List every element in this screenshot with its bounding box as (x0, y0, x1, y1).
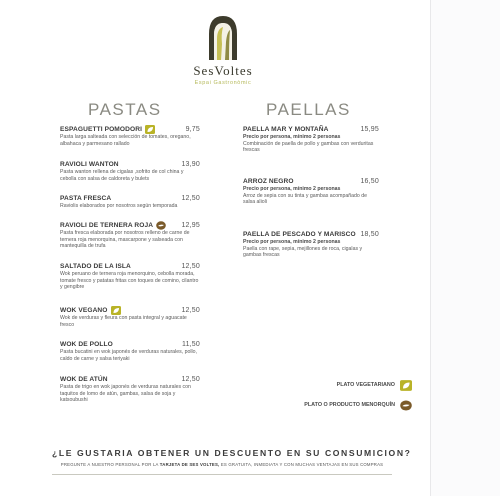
item-description: Paella con rape, sepia, mejillones de roca, cigalas y gambas frescas (243, 245, 363, 259)
promo-subtitle (52, 462, 392, 467)
pastas-heading: PASTAS (88, 100, 162, 119)
item-description: Wok peruano de ternera roja menorquino, cebolla morada, tomate fresco y patatas fritas con toques de comino, cilantro y gengibre (60, 271, 199, 291)
promo-sub-bold: TARJETA DE SES VOLTES, (159, 462, 220, 467)
vegetarian-leaf-icon (145, 125, 155, 134)
item-description: Pasta de trigo en wok japonés de verduras naturales con taquitos de lomo de atún, gambas, salsa de soja y katsoubushi (60, 384, 191, 404)
item-name: RAVIOLI WANTON (60, 160, 119, 168)
item-price: 11,50 (182, 340, 200, 348)
item-name: SALTADO DE LA ISLA (60, 262, 131, 270)
legend (304, 378, 412, 412)
item-price: 12,50 (181, 375, 200, 383)
menu-item (60, 193, 200, 210)
menu-item (60, 159, 200, 182)
item-description: Pasta larga salteada con selección de tomates, oregano, albahaca y parmesano rallado (60, 134, 191, 147)
item-description: Pasta wanton rellena de cigalas ,sofrito de col china y cebolla con salsa de caldoreta y bulets (60, 169, 184, 182)
item-price: 12,50 (181, 262, 200, 270)
legend-vegetarian (304, 378, 412, 392)
menorquin-island-icon (156, 221, 166, 230)
menu-item (60, 261, 200, 291)
item-description: Pasta bucatini en wok japonés de verduras naturales, pollo, caldo de carne y salsa teriyaki (60, 349, 197, 362)
promo-title: ¿LE GUSTARIA OBTENER UN DESCUENTO EN SU CONSUMICION? (52, 448, 412, 458)
item-price: 13,90 (181, 160, 200, 168)
brand-tagline: Espai Gastronòmic (194, 80, 252, 86)
logo (163, 14, 283, 86)
item-name: ESPAGUETTI POMODORI (60, 125, 143, 133)
item-price: 12,50 (181, 306, 200, 314)
menu-item (60, 339, 200, 362)
promo-sub-prefix: PREGUNTE A NUESTRO PERSONAL POR LA (60, 462, 159, 467)
menu-item (60, 124, 200, 147)
item-name: WOK VEGANO (60, 306, 108, 314)
menu-item (243, 229, 379, 259)
item-price: 15,95 (360, 125, 379, 133)
item-name: WOK DE ATÚN (60, 375, 108, 383)
item-description: Pasta fresca elaborada por nosotros relleno de carne de ternera roja menorquina, mascarpone y salseada con mantequilla de trufa (60, 230, 190, 250)
item-note: Precio por persona, mínimo 2 personas (243, 186, 341, 192)
item-price: 9,75 (185, 125, 200, 133)
item-name: PASTA FRESCA (60, 194, 112, 202)
item-description: Arroz de sepia con su tinta y gambas acompañado de salsa alioli (243, 192, 367, 206)
item-name: PAELLA MAR Y MONTAÑA (243, 125, 329, 133)
arch-logo-icon (203, 14, 243, 60)
item-price: 16,50 (360, 177, 379, 185)
item-description: Raviolis elaborados por nosotros según temporada (60, 203, 178, 209)
menu-item (243, 124, 379, 154)
paellas-heading: PAELLAS (266, 100, 351, 119)
item-note: Precio por persona, mínimo 2 personas (243, 239, 341, 245)
item-name: ARROZ NEGRO (243, 177, 294, 185)
legend-label: PLATO O PRODUCTO MENORQUÍN (304, 402, 395, 408)
item-price: 12,50 (181, 194, 200, 202)
menu-item (60, 220, 200, 250)
legend-menorquin (304, 398, 412, 412)
vegetarian-leaf-icon (111, 306, 121, 315)
menu-item (60, 305, 200, 328)
menu-item (243, 176, 379, 206)
item-description: Wok de verduras y fleura con pasta integral y aguacate fresco (60, 315, 187, 328)
item-note: Precio por persona, mínimo 2 personas (243, 134, 341, 140)
item-price: 18,50 (360, 230, 379, 238)
item-name: RAVIOLI DE TERNERA ROJA (60, 221, 154, 229)
item-name: WOK DE POLLO (60, 340, 113, 348)
item-name: PAELLA DE PESCADO Y MARISCO (243, 230, 356, 238)
legend-label: PLATO VEGETARIANO (336, 382, 395, 388)
promo-sub-suffix: ES GRATUITA, INMEDIATA Y CON MUCHAS VENTAJAS EN SUS COMPRAS (220, 462, 384, 467)
item-description: Combinación de paella de pollo y gambas con verduritas frescas (243, 140, 374, 154)
menu-item (60, 374, 200, 404)
item-price: 12,95 (181, 221, 200, 229)
page-margin (431, 0, 500, 496)
menorquin-island-icon (400, 400, 412, 411)
divider (52, 474, 392, 475)
vegetarian-leaf-icon (400, 380, 412, 391)
brand-name: SesVoltes (193, 63, 253, 78)
